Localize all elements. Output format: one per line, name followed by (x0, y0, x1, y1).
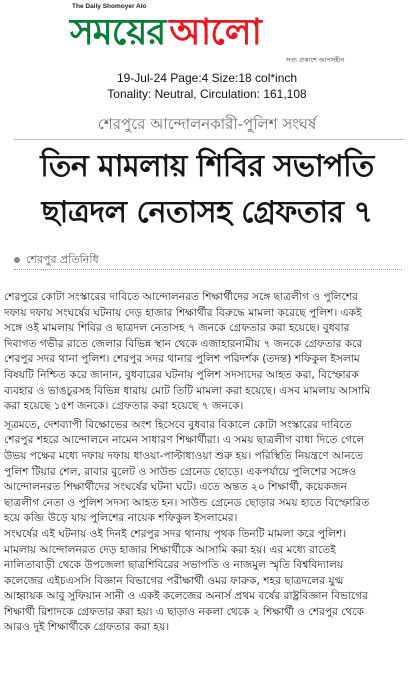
text-line: ছাত্রলীগ নেতা ও পুলিশ সদস্য আহত হন। সাউন্ড গ্রেনেড ছোড়ার সময় হাতে বিস্ফোরিত (4, 496, 370, 509)
text-line: পুলিশ টিয়ার শেল, রাবার বুলেট ও সাউন্ড গ্রেনেড ছোড়ে। একপর্যায়ে পুলিশের সঙ্গেও (4, 465, 357, 478)
text-line: আন্দোলনরত শিক্ষার্থীদের সংঘর্ষের ঘটনা ঘটে। এতে অন্তত ২০ শিক্ষার্থী, কয়েকজন (4, 481, 347, 494)
paragraph-2 (4, 418, 412, 527)
kicker-divider (14, 139, 404, 140)
article-body (4, 290, 412, 636)
byline (14, 251, 99, 270)
headline-line-2: ছাত্রদল নেতাসহ গ্রেফতার ৭ (41, 195, 373, 230)
text-line: ব্যবহার ও ভাঙচুরসহ বিভিন্ন ধারায় মোট তিটি মামলা করা হয়েছে। এসব মামলায় আসামি (4, 384, 371, 397)
text-line: শিক্ষার্থী রিশাদকে গ্রেফতার করা হয়। এ ছাড়াও নকলা থেকে ২ শিক্ষার্থী ও শেরপুর থেকে (4, 605, 365, 618)
newspaper-logo (70, 9, 370, 55)
text-line: শেরপুর শহরে আন্দোলনে নামেন সাধারণ শিক্ষার্থীরা। এ সময় ছাত্রলীগ বাধা দিতে গেলে (4, 434, 365, 447)
text-line: হয়ে কব্জি উড়ে যায় পুলিশের নায়েক শফিকুল ইসলামের। (4, 512, 238, 525)
text-line: উভয় পক্ষের মধ্যে দফায় দফায় ধাওয়া-পাল্টাধাওয়া শুরু হয়। পরিস্থিতি নিয়ন্ত্রণে আনতে (4, 449, 363, 462)
masthead-english-name: The Daily Shomoyer Alo (72, 3, 147, 10)
logo-text-red: আলো (169, 11, 261, 53)
masthead-tagline: সত্য প্রকাশে আপসহীন (286, 56, 345, 64)
byline-divider (14, 269, 402, 270)
text-line: নালিতাবাড়ী থেকে উপজেলা ছাত্রশিবিরের সভাপতি ও নাজমুল স্মৃতি বিশ্ববিদ্যালয় (4, 559, 344, 572)
text-line: মামলায় আন্দোলনরত দেড় হাজার শিক্ষার্থীকে আসামি করা হয়। এর মধ্যে রাতেই (4, 543, 336, 556)
text-line: শেরপুর সদর থানা পুলিশ। শেরপুর সদর থানার পুলিশ পরিদর্শক (তদন্ত) শফিকুল ইসলাম (4, 353, 360, 366)
text-line: দফায় দফায় সংঘর্ষের ঘটনায় দেড় হাজার শিক্ষার্থীর বিরুদ্ধে মামলা করেছে পুলিশ। একই (4, 306, 362, 319)
paragraph-1 (4, 290, 412, 415)
logo-text-green: সময়ের (70, 11, 166, 53)
clipping-meta-line-2: Tonality: Neutral, Circulation: 161,108 (107, 87, 307, 101)
paragraph-3 (4, 527, 412, 636)
masthead (0, 0, 414, 68)
text-line: শেরপুরে কোটা সংস্কারের দাবিতে আন্দোলনরত শিক্ষার্থীদের সঙ্গে ছাত্রলীগ ও পুলিশের (4, 291, 358, 303)
text-line: বিষয়টি নিশ্চিত করে জানান, বুধবারের ঘটনায় পুলিশ সদস্যদের আহত করা, বিস্ফোরক (4, 368, 359, 381)
text-line: আরও দুই শিক্ষার্থীকে গ্রেফতার করা হয়। (4, 621, 170, 634)
text-line: আহ্বায়ক আবু সুফিয়ান সানী ও একই কলেজের অনার্স প্রথম বর্ষের রাষ্ট্রবিজ্ঞান বিভাগের (4, 590, 369, 603)
text-line: সঙ্গে ওই মামলায় শিবির ও ছাত্রদল নেতাসহ ৭ জনকে গ্রেফতার করা হয়েছে। বুধবার (4, 322, 350, 335)
text-line: দিবাগত গভীর রাতে জেলার বিভিন্ন স্থান থেকে এজাহারনামীয় ৭ জনকে গ্রেফতার করে (4, 337, 363, 350)
text-line: সংঘর্ষের এই ঘটনায় ওই দিনই শেরপুর সদর থানায় পৃথক তিনটি মামলা করে পুলিশ। (4, 527, 347, 540)
clipping-meta-line-1: 19-Jul-24 Page:4 Size:18 col*inch (116, 71, 298, 85)
byline-text: শেরপুর প্রতিনিধি (26, 253, 99, 266)
headline-line-1: তিন মামলায় শিবির সভাপতি (40, 149, 374, 184)
bullet-icon (14, 257, 20, 263)
article-kicker: শেরপুরে আন্দোলনকারী-পুলিশ সংঘর্ষ (97, 115, 317, 133)
text-line: কলেজের এইচএসসি বিজ্ঞান বিভাগের পরীক্ষার্থী ওমর ফারুক, শহর ছাত্রদলের যুগ্ম (4, 574, 344, 587)
text-line: সূত্রমতে, দেশব্যাপী বিক্ষোভের অংশ হিসেবে বুধবার বিকালে কোটা সংস্কারের দাবিতে (4, 418, 352, 431)
text-line: করা হয়েছে ১৫শ জনকে। গ্রেফতার করা হয়েছে ৭ জনকে। (4, 400, 244, 413)
